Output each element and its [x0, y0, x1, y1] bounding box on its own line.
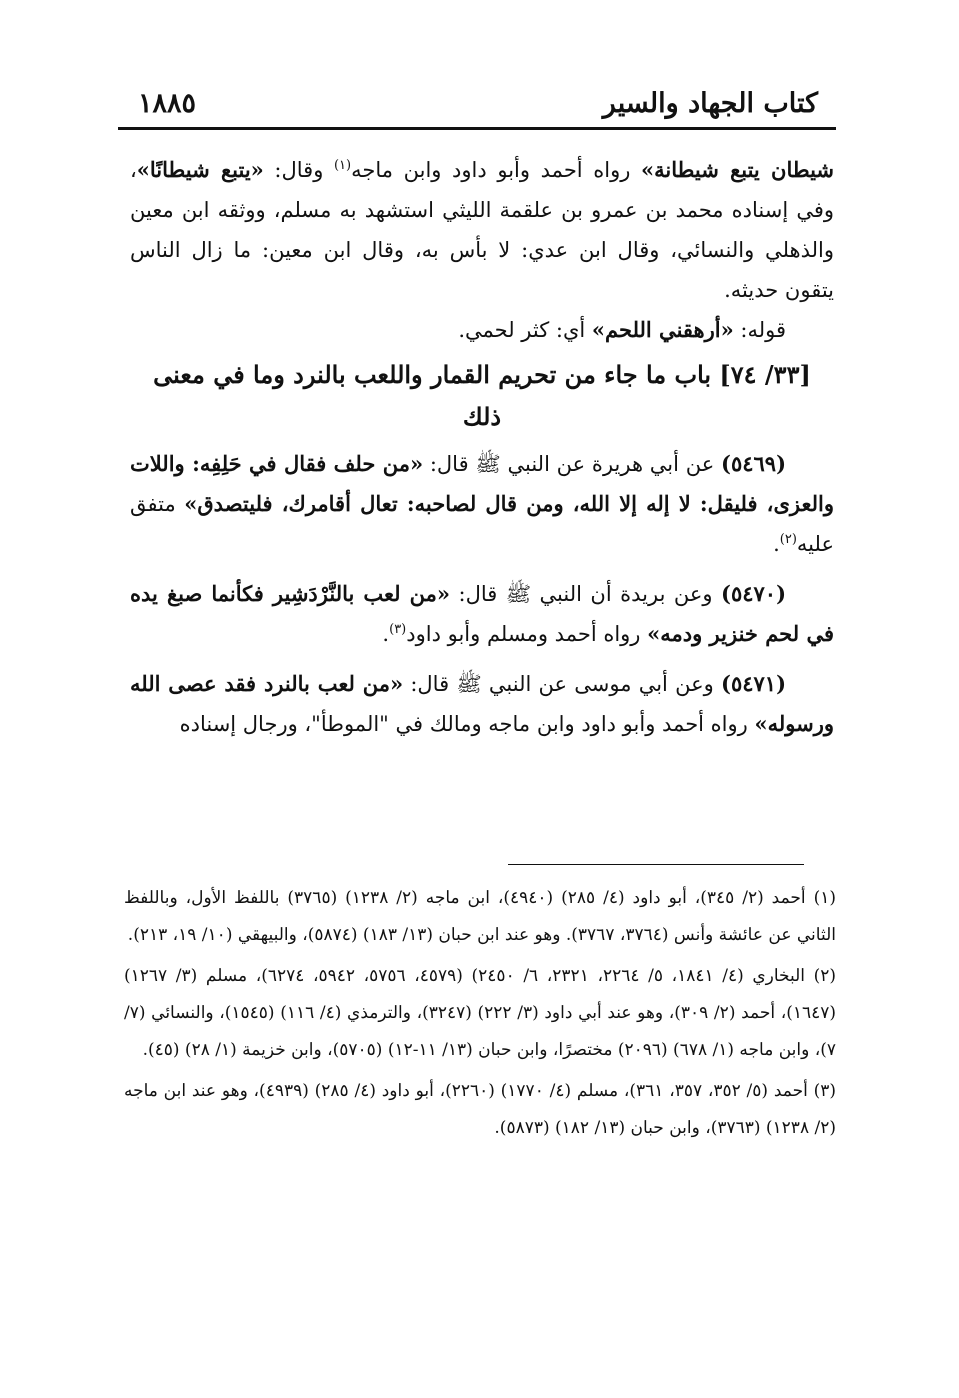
- hadith-5470: [130, 574, 834, 654]
- paragraph-2: [130, 310, 834, 350]
- hadith-number: (٥٤٧١): [721, 671, 786, 696]
- text: عن أبي هريرة عن النبي ﷺ قال:: [423, 452, 721, 476]
- hadith-5469: [130, 444, 834, 564]
- text: وعن بريدة أن النبي ﷺ قال:: [450, 582, 721, 606]
- page-number: ١٨٨٥: [138, 88, 197, 119]
- footnotes: [124, 880, 836, 1151]
- footnote-2: (٢) البخاري (٤/ ١٨٤١، ٥/ ٢٢٦٤، ٢٣٢١، ٦/ ٢٤٥٠) (٤٥٧٩، ٥٧٥٦، ٥٩٤٢، ٦٢٧٤)، مسلم (٣/ ١٢٦٧) (١٦٤٧)، أحمد (٢/ ٣٠٩)، وهو عند أبي داود (٣/ ٢٢٢) (٣٢٤٧)، والترمذي (٤/ ١١٦) (١٥٤٥)، والنسائي (٧/ ٧)، وابن ماجه (١/ ٦٧٨) (٢٠٩٦) مختصرًا، وابن حبان (١٣/ ١١-١٢) (٥٧٠٥)، وابن خزيمة (١/ ٢٨) (٤٥).: [124, 966, 837, 1060]
- quote: شيطان يتبع شيطانة»: [641, 157, 834, 182]
- text: متفق عليه: [130, 492, 834, 556]
- text: ، وفي إسناده محمد بن عمرو بن علقمة الليثي استشهد به مسلم، ووثقه ابن معين والذهلي والنسائي، وقال ابن عدي: لا بأس به، وقال ابن معين: ما زال الناس يتقون حديثه.: [130, 158, 834, 302]
- footnote-3: (٣) أحمد (٥/ ٣٥٢، ٣٥٧، ٣٦١)، مسلم (٤/ ١٧٧٠) (٢٢٦٠)، أبو داود (٤/ ٢٨٥) (٤٩٣٩)، وهو عند ابن ماجه (٢/ ١٢٣٨) (٣٧٦٣)، وابن حبان (١٣/ ١٨٢) (٥٨٧٣).: [124, 1081, 837, 1138]
- footnote-ref-1[interactable]: (١): [333, 158, 352, 173]
- footnote-1: (١) أحمد (٢/ ٣٤٥)، أبو داود (٤/ ٢٨٥) (٤٩٤٠)، ابن ماجه (٢/ ١٢٣٨) (٣٧٦٥) باللفظ الأول، وباللفظ الثاني عن عائشة وأنس (٣٧٦٤، ٣٧٦٧). وهو عند ابن حبان (١٣/ ١٨٣) (٥٨٧٤)، والبيهقي (١٠/ ١٩، ٢١٣).: [124, 888, 837, 945]
- text: أي: كثر لحمي.: [458, 318, 592, 342]
- quote: «أرهقني اللحم»: [591, 317, 734, 342]
- header-title: كتاب الجهاد والسير: [602, 88, 818, 119]
- text: .: [773, 532, 780, 556]
- text: .: [382, 622, 390, 646]
- quote: «من حلف فقال في حَلِفِه: واللات والعزى، فليقل: لا إله إلا الله، ومن قال لصاحبه: تعال أقامرك، فليتصدق»: [130, 451, 834, 516]
- quote: «يتبع شيطانًا»: [136, 157, 264, 182]
- text: قوله:: [733, 318, 786, 342]
- paragraph-1: [130, 150, 834, 310]
- text: رواه أحمد وأبو داود وابن ماجه: [351, 158, 642, 182]
- text: وعن أبي موسى عن النبي ﷺ قال:: [403, 672, 721, 696]
- hadith-5471: [130, 664, 834, 744]
- main-text: [130, 150, 834, 744]
- hadith-number: (٥٤٦٩): [721, 451, 786, 476]
- hadith-number: (٥٤٧٠): [721, 581, 786, 606]
- footnote-ref-2[interactable]: (٢): [779, 532, 797, 547]
- chapter-heading: [٣٣/ ٧٤] باب ما جاء من تحريم القمار واللعب بالنرد وما في معنى ذلك: [153, 360, 811, 431]
- running-header: [118, 86, 836, 130]
- quote: «من لعب بالنرد فقد عصى الله ورسوله»: [130, 671, 834, 736]
- text: رواه أحمد ومسلم وأبو داود: [406, 622, 648, 646]
- text: رواه أحمد وأبو داود وابن ماجه ومالك في "الموطأ"، ورجال إسناده: [179, 712, 755, 736]
- footnote-separator: [508, 864, 804, 865]
- quote: «من لعب بالنَّرْدَشِير فكأنما صبغ يده في لحم خنزير ودمه»: [130, 581, 834, 646]
- header-rule: [118, 127, 836, 130]
- text: وقال:: [263, 158, 334, 182]
- footnote-ref-3[interactable]: (٣): [389, 622, 407, 637]
